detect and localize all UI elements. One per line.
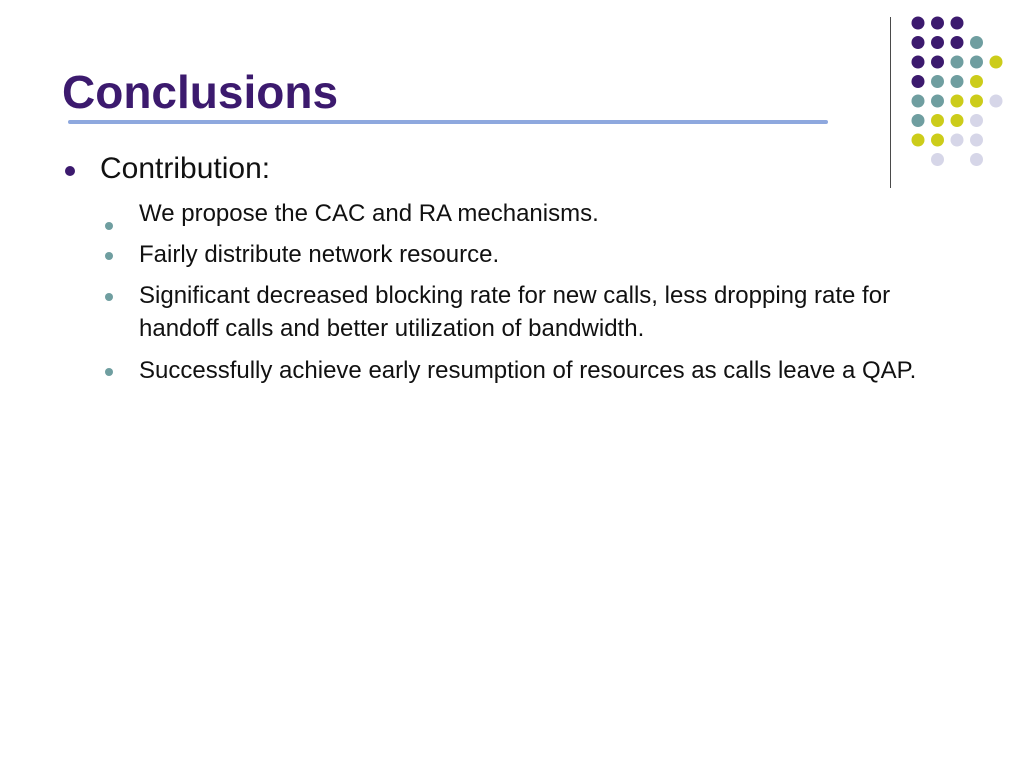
sub-bullet-early-resumption: Successfully achieve early resumption of resources as calls leave a QAP. <box>139 357 917 384</box>
decorative-dot <box>931 56 944 69</box>
bullet-marker-level2 <box>105 368 113 376</box>
decorative-dot <box>951 36 964 49</box>
decorative-dot <box>951 17 964 30</box>
sub-bullet-cac-ra: We propose the CAC and RA mechanisms. <box>139 200 599 227</box>
decorative-dot <box>951 95 964 108</box>
decorative-dot <box>970 95 983 108</box>
decorative-dot <box>970 114 983 127</box>
decorative-dot <box>970 75 983 88</box>
decorative-dot <box>951 56 964 69</box>
decorative-dot <box>931 134 944 147</box>
bullet-marker-level2 <box>105 293 113 301</box>
decorative-dot <box>970 36 983 49</box>
slide-title: Conclusions <box>62 66 339 118</box>
decorative-dot <box>951 75 964 88</box>
decorative-dot <box>990 56 1003 69</box>
decorative-dot <box>931 75 944 88</box>
bullet-marker-level2 <box>105 252 113 260</box>
decorative-dot <box>970 134 983 147</box>
decorative-dot <box>912 17 925 30</box>
bullet-marker-level2 <box>105 222 113 230</box>
decorative-dot <box>912 36 925 49</box>
decorative-dot <box>931 17 944 30</box>
decorative-dot <box>912 75 925 88</box>
decorative-dot <box>912 56 925 69</box>
decorative-dot <box>931 114 944 127</box>
decorative-dot <box>990 95 1003 108</box>
bullet-contribution: Contribution: <box>100 152 271 185</box>
decorative-dot <box>970 56 983 69</box>
bullet-marker-level1 <box>65 166 75 176</box>
decorative-dot <box>931 95 944 108</box>
decorative-dot <box>912 134 925 147</box>
decorative-dot <box>931 153 944 166</box>
decorative-dot <box>931 36 944 49</box>
decorative-dot <box>912 95 925 108</box>
sub-bullet-blocking-rate: Significant decreased blocking rate for new calls, less dropping rate for handoff calls and better utilization of bandwidth. <box>139 282 891 342</box>
sub-bullet-fair-distribution: Fairly distribute network resource. <box>139 241 500 268</box>
decorative-dot <box>951 114 964 127</box>
decorative-dot <box>912 114 925 127</box>
decorative-dot <box>951 134 964 147</box>
decorative-dot <box>970 153 983 166</box>
